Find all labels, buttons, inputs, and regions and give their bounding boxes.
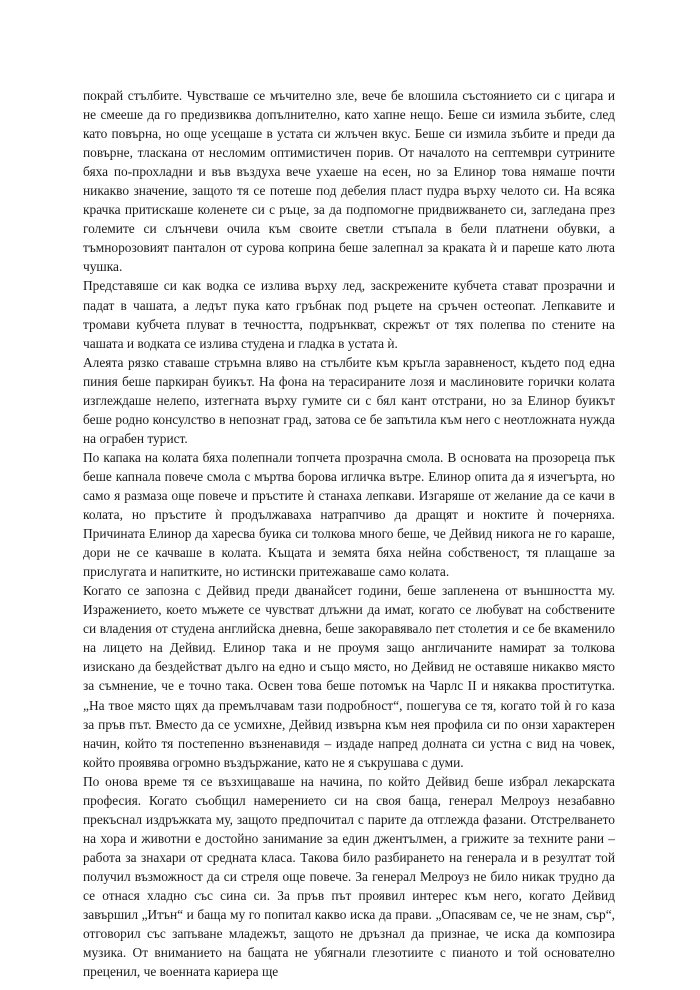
- paragraph: По капака на колата бяха полепнали топчета прозрачна смола. В основата на прозореца пък беше капнала повече смола с мъртва борова игличка вътре. Елинор опита да я изчегърта, но само я размаза още повече и пръстите ѝ станаха лепкави. Изгаряше от желание да се качи в колата, но пръстите ѝ продължаваха натрапчиво да дращят и ноктите ѝ почерняха. Причината Елинор да харесва буика си толкова много беше, че Дейвид никога не го караше, дори не се качваше в колата. Къщата и земята бяха нейна собственост, тя плащаше за прислугата и напитките, но истински притежаваше само колата.: [83, 449, 615, 580]
- text-column: [83, 86, 615, 981]
- paragraph: Когато се запозна с Дейвид преди дванайсет години, беше запленена от външността му. Изражението, което мъжете се чувстват длъжни да имат, когато се любуват на собствените си владения от студена английска дневна, беше закоравявало пет столетия и се бе вкаменило на лицето на Дейвид. Елинор така и не проумя защо англичаните намират за толкова изискано да бездействат дълго на едно и също място, но Дейвид не оставяше никакво място за съмнение, че е точно така. Освен това беше потомък на Чарлс II и някаква проститутка. „На твое място щях да премълчавам тази подробност“, пошегува се тя, когато той ѝ го каза за пръв път. Вместо да се усмихне, Дейвид извърна към нея профила си по онзи характерен начин, който тя постепенно възненавидя – издаде напред долната си устна с вид на човек, който проявява огромно въздържание, като не я съкрушава с думи.: [83, 583, 615, 770]
- paragraph: Алеята рязко ставаше стръмна вляво на стълбите към кръгла заравненост, където под една пиния беше паркиран буикът. На фона на терасираните лозя и маслиновите горички колата изглеждаше нелепо, изтегната върху гумите си с бял кант отстрани, но за Елинор буикът беше родно консулство в непознат град, затова се бе запътила към него с неотложната нужда на ограбен турист.: [83, 354, 615, 446]
- paragraph: Представяше си как водка се излива върху лед, заскрежените кубчета стават прозрачни и падат в чашата, а ледът пука като гръбнак под ръцете на сръчен остеопат. Лепкавите и тромави кубчета плуват в течността, подрънкват, скрежът от тях полепва по стените на чашата и водката се излива студена и гладка в устата ѝ.: [83, 278, 615, 351]
- paragraph: По онова време тя се възхищаваше на начина, по който Дейвид беше избрал лекарската професия. Когато съобщил намерението си на своя баща, генерал Мелроуз незабавно прекъснал издръжката му, защото предпочитал с парите да отглежда фазани. Отстрелването на хора и животни е достойно занимание за един джентълмен, а грижите за техните рани – работа за знахари от средната класа. Такова било разбирането на генерала и в резултат той получил възможност да си стреля още повече. За генерал Мелроуз не било никак трудно да се отнася хладно със сина си. За пръв път проявил интерес към него, когато Дейвид завършил „Итън“ и баща му го попитал какво иска да прави. „Опасявам се, че не знам, сър“, отговорил със запъване младежът, защото не дръзнал да признае, че иска да композира музика. От вниманието на бащата не убягнали глезотиите с пианото и той основателно преценил, че военната кариера ще: [83, 773, 615, 980]
- paragraph: покрай стълбите. Чувстваше се мъчително зле, вече бе влошила състоянието си с цигара и не смееше да го предизвиква допълнително, като хапне нещо. Беше си измила зъбите, след като повърна, но още усещаше в устата си жлъчен вкус. Беше си измила зъбите и преди да повърне, тласкана от несломим оптимистичен порив. От началото на септември сутрините бяха по-прохладни и във въздуха вече ухаеше на есен, но за Елинор това нямаше почти никакво значение, защото тя се потеше под дебелия пласт пудра върху челото си. На всяка крачка притискаше коленете си с ръце, за да подпомогне придвижването си, загледана през големите си слънчеви очила към своите светли стъпала в бели платнени обувки, а тъмнорозовият панталон от сурова коприна беше залепнал за краката ѝ и пареше като люта чушка.: [83, 88, 615, 275]
